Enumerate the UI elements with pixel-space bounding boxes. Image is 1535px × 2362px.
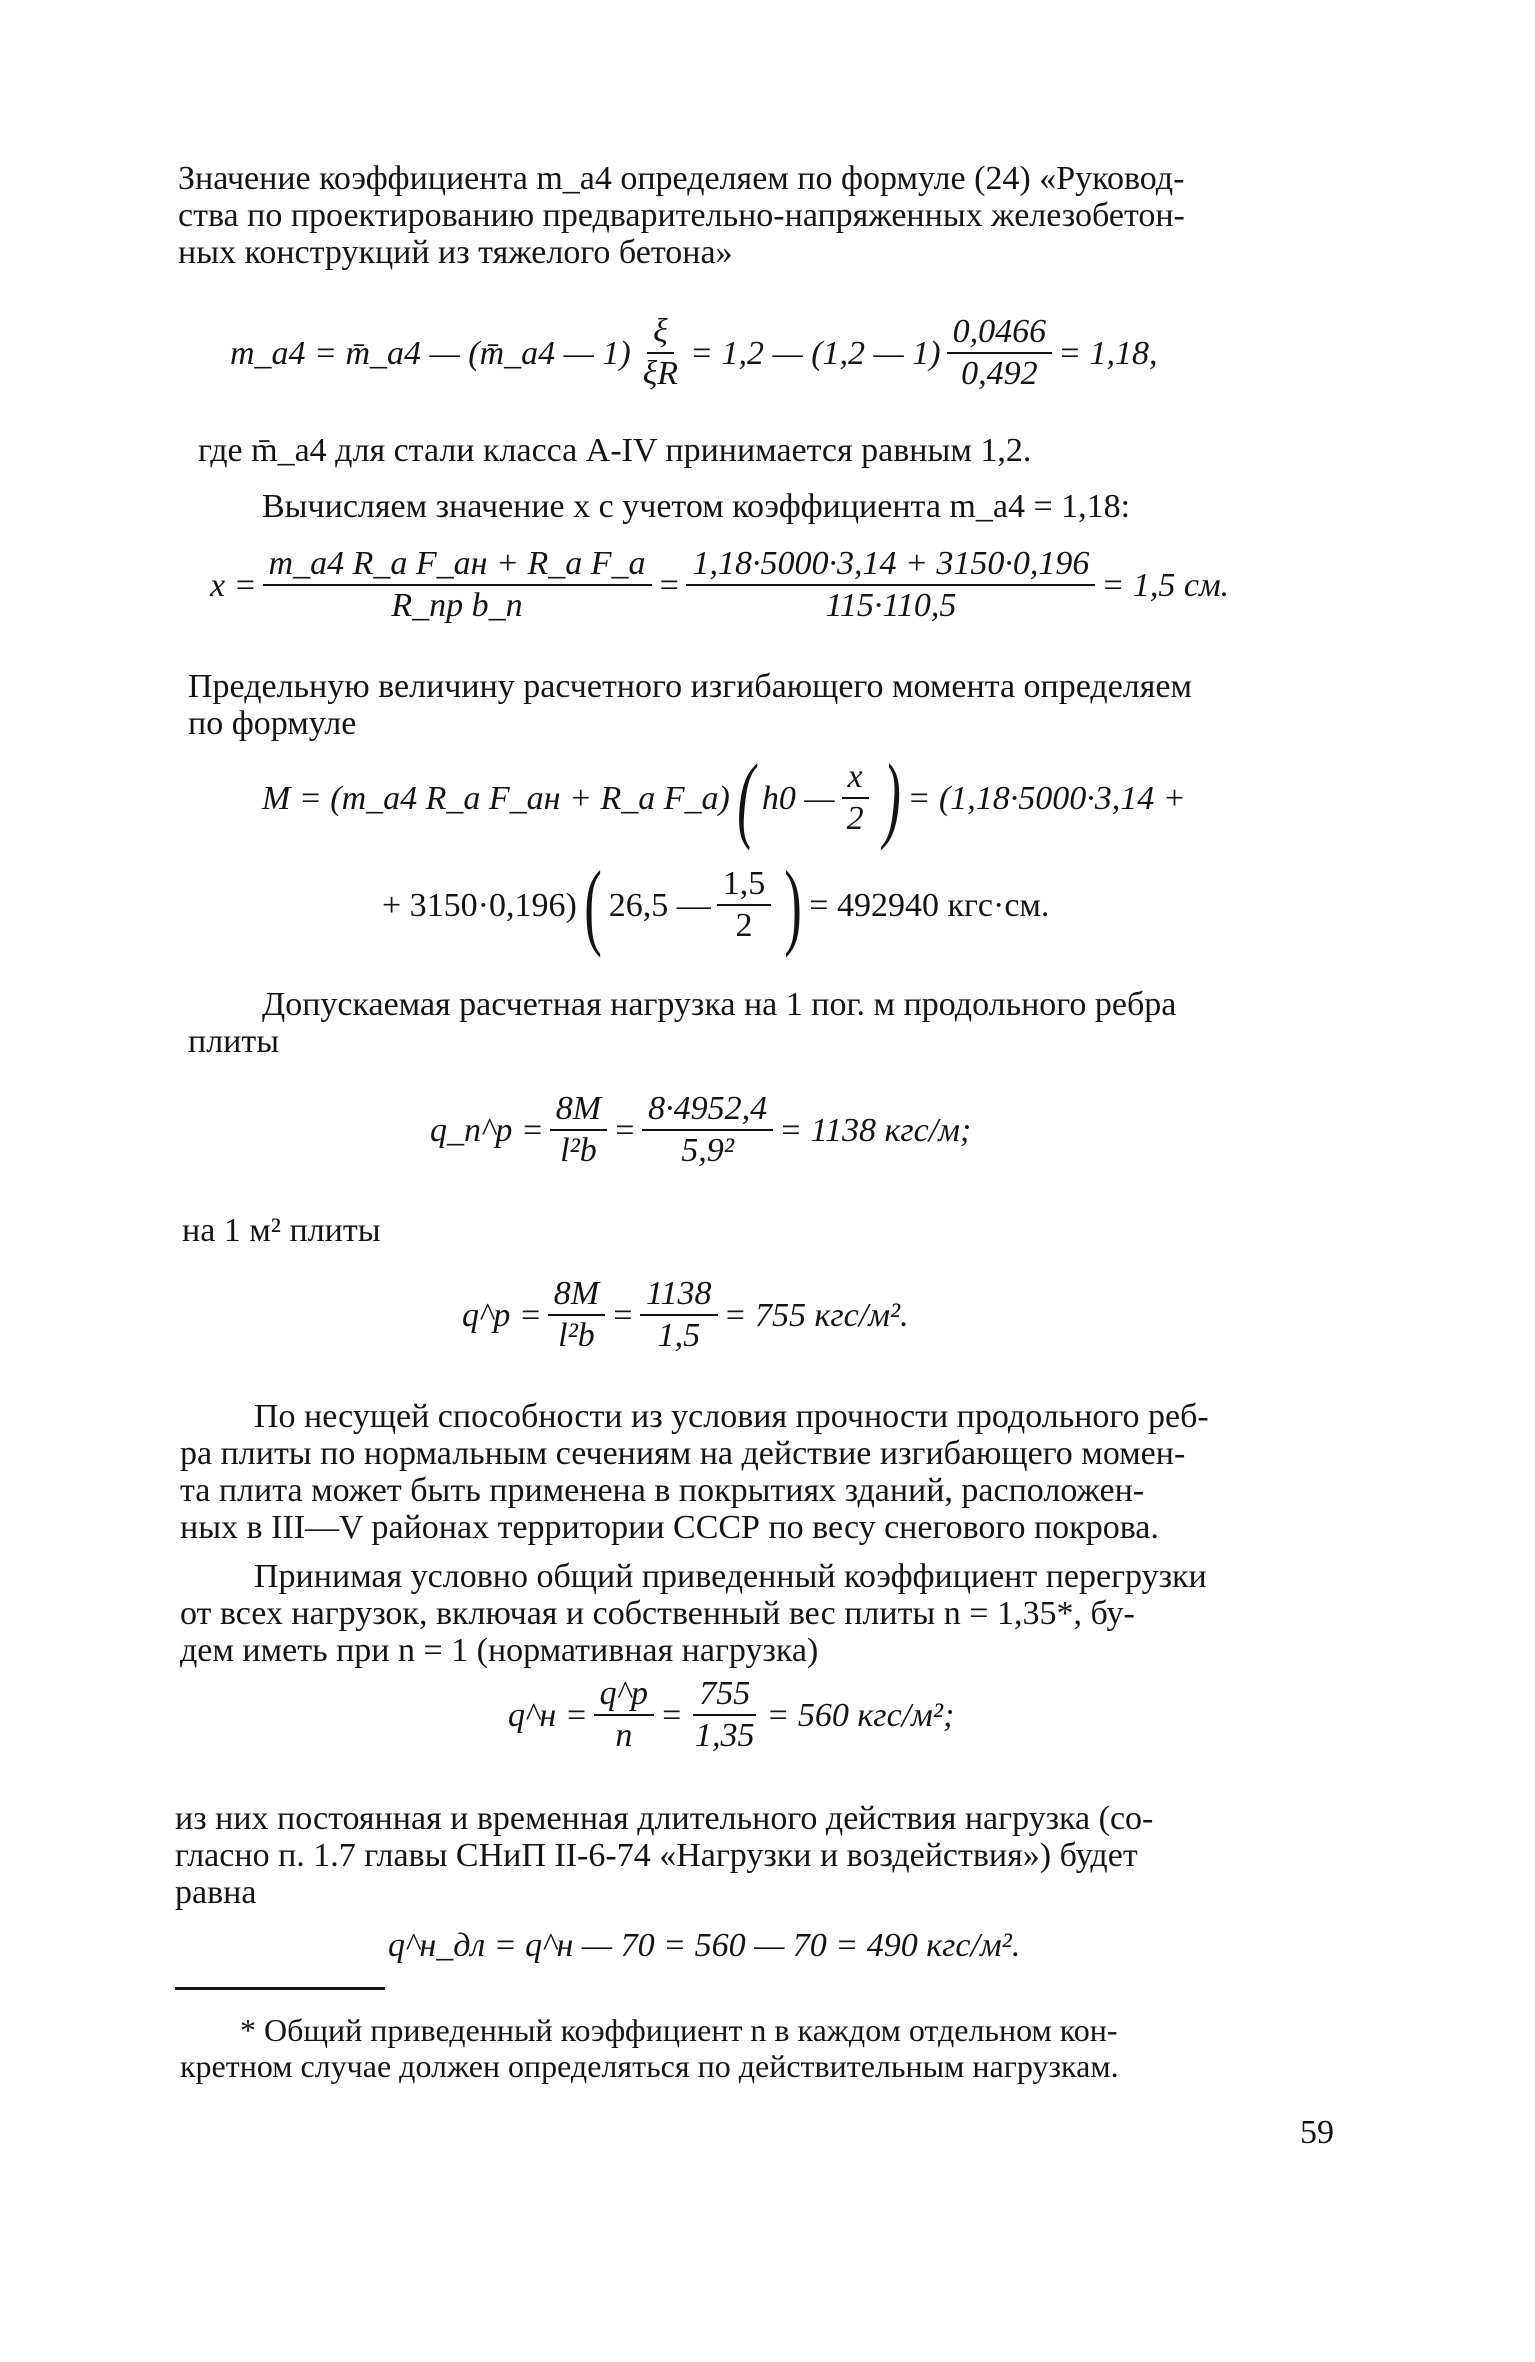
text-line: Вычисляем значение x с учетом коэффициента m_a4 = 1,18: [262, 488, 1131, 525]
fraction-numerator: 1,18·5000·3,14 + 3150·0,196 [686, 544, 1095, 586]
text-line: * Общий приведенный коэффициент n в каждом отдельном кон- [240, 2012, 1118, 2048]
fraction [640, 1274, 717, 1356]
fraction [263, 544, 652, 626]
paragraph-moment [188, 668, 1348, 742]
fraction-numerator: 8·4952,4 [642, 1089, 773, 1131]
equation-equals: = [611, 1296, 635, 1334]
footnote [180, 2012, 1345, 2084]
text-line: Допускаемая расчетная нагрузка на 1 пог. м продольного ребра [262, 986, 1177, 1023]
equation-lhs: m_a4 = m̄_a4 — (m̄_a4 — 1) [230, 334, 631, 372]
fraction [642, 1089, 773, 1171]
fraction [686, 544, 1095, 626]
fraction-numerator: m_a4 R_a F_aн + R_a F_a [263, 544, 652, 586]
fraction-numerator: q^р [594, 1674, 654, 1716]
equation-part: + 3150·0,196) [382, 886, 577, 924]
equation-q-n [508, 1665, 954, 1765]
equation-lhs: q^н = [508, 1696, 588, 1734]
text-line: из них постоянная и временная длительного действия нагрузка (со- [175, 1800, 1154, 1837]
page-number: 59 [1300, 2114, 1334, 2151]
text-line: дем иметь при n = 1 (нормативная нагрузка) [180, 1632, 819, 1669]
footnote-divider [175, 1987, 385, 1990]
equation-result: = 1,18, [1058, 334, 1158, 372]
fraction-denominator: 0,492 [961, 355, 1038, 392]
equation-q-dl [388, 1920, 1020, 1970]
equation-q-p-rib [430, 1080, 971, 1180]
equation-part: = (1,18·5000·3,14 + [907, 779, 1186, 817]
equation-q-p-plate [462, 1265, 909, 1365]
equation-lhs: q^р = [462, 1296, 542, 1334]
text-line: равна [175, 1874, 257, 1911]
equation-m-a4 [230, 298, 1158, 408]
fraction-numerator: 755 [693, 1674, 756, 1716]
equation-moment-line1 [262, 744, 1186, 851]
equation-equals: = [660, 1696, 683, 1734]
text-line: та плита может быть применена в покрытиях зданий, расположен- [180, 1472, 1145, 1509]
fraction-denominator: 5,9² [681, 1132, 734, 1169]
equation-result: = 755 кгс/м². [723, 1296, 909, 1334]
paragraph-long-term [175, 1800, 1345, 1911]
fraction-denominator: 115·110,5 [825, 587, 957, 624]
text-line: Принимая условно общий приведенный коэффициент перегрузки [254, 1558, 1207, 1595]
fraction [550, 1089, 607, 1171]
equation-middle: = 1,2 — (1,2 — 1) [690, 334, 941, 372]
fraction [689, 1674, 761, 1756]
fraction-numerator: 1,5 [717, 864, 772, 906]
fraction-denominator: 2 [735, 907, 753, 944]
equation-part: = 492940 кгс·см. [809, 886, 1050, 924]
fraction-numerator: x [842, 757, 869, 799]
equation-equals: = [613, 1111, 637, 1149]
equation-equals: = [657, 566, 681, 604]
text-line: плиты [188, 1023, 280, 1060]
text-line: гласно п. 1.7 главы СНиП II-6-74 «Нагрузки и воздействия») будет [175, 1837, 1138, 1874]
equation-result: = 1138 кгс/м; [779, 1111, 972, 1149]
fraction-denominator: 1,35 [694, 1717, 755, 1754]
fraction-denominator: 2 [846, 800, 864, 837]
fraction-denominator: l²b [558, 1317, 595, 1354]
text-line: По несущей способности из условия прочности продольного реб- [254, 1398, 1209, 1435]
fraction [548, 1274, 605, 1356]
equation-result: = 560 кгс/м²; [766, 1696, 955, 1734]
fraction-denominator: R_пр b_п [391, 587, 523, 624]
equation-result: = 1,5 см. [1101, 566, 1230, 604]
fraction [841, 757, 870, 839]
text-line: ства по проектированию предварительно-напряженных железобетон- [178, 197, 1185, 234]
equation-lhs: x = [210, 566, 257, 604]
text-line: Предельную величину расчетного изгибающего момента определяем [188, 668, 1192, 705]
text-line: на 1 м² плиты [182, 1212, 381, 1249]
equation-part: h0 — [761, 779, 835, 817]
fraction-denominator: n [615, 1717, 633, 1754]
fraction-denominator: l²b [560, 1132, 597, 1169]
text-line: где m̄_a4 для стали класса А-IV принимается равным 1,2. [198, 432, 1032, 469]
paragraph-overload [180, 1558, 1345, 1669]
fraction-numerator: 8M [548, 1274, 605, 1316]
equation-part: 26,5 — [608, 886, 711, 924]
text-line: Значение коэффициента m_a4 определяем по формуле (24) «Руковод- [178, 160, 1185, 197]
fraction-denominator: 1,5 [657, 1317, 701, 1354]
paragraph-load [188, 986, 1348, 1060]
fraction-numerator: 1138 [640, 1274, 717, 1316]
text-line: ных в III—V районах территории СССР по весу снегового покрова. [180, 1509, 1159, 1546]
text-line: ных конструкций из тяжелого бетона» [178, 234, 733, 271]
equation-moment-line2 [382, 851, 1050, 958]
text-line: по формуле [188, 705, 357, 742]
equation-lhs: q_п^р = [430, 1111, 544, 1149]
text-line: кретном случае должен определяться по действительным нагрузкам. [180, 2048, 1119, 2084]
text-line: от всех нагрузок, включая и собственный вес плиты n = 1,35*, бу- [180, 1595, 1135, 1632]
fraction [717, 864, 772, 946]
paragraph-per-m2 [182, 1212, 782, 1249]
fraction-denominator: ξR [642, 355, 679, 392]
equation-part: M = (m_a4 R_a F_aн + R_a F_a) [262, 779, 730, 817]
paren-open: ( [737, 744, 755, 851]
paren-close: ) [882, 744, 901, 851]
paragraph-where [198, 432, 1338, 469]
paragraph-intro [178, 160, 1338, 271]
text-line: ра плиты по нормальным сечениям на действие изгибающего момен- [180, 1435, 1186, 1472]
fraction-numerator: 8M [550, 1089, 607, 1131]
fraction-numerator: ξ [647, 312, 674, 354]
fraction [947, 312, 1053, 394]
fraction-numerator: 0,0466 [947, 312, 1053, 354]
fraction [637, 312, 684, 394]
fraction [594, 1674, 654, 1756]
paren-open: ( [584, 851, 602, 958]
equation-x [210, 535, 1229, 635]
paragraph-compute-x [262, 488, 1342, 525]
equation-text: q^н_дл = q^н — 70 = 560 — 70 = 490 кгс/м². [388, 1926, 1021, 1964]
paren-close: ) [784, 851, 803, 958]
paragraph-capacity [180, 1398, 1345, 1546]
